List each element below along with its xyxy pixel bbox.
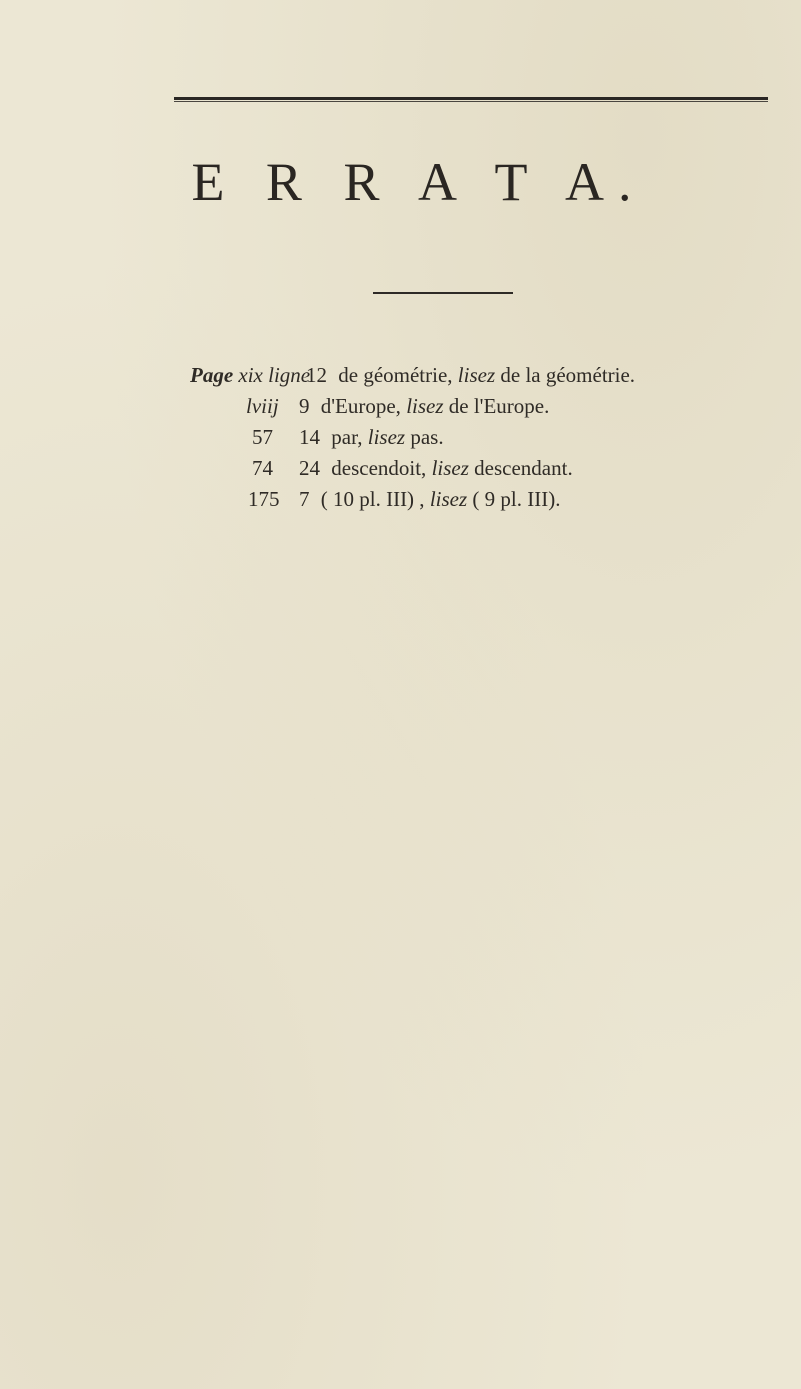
errata-list [190,360,766,515]
lisez-word: lisez [457,363,496,387]
errata-row [196,391,766,422]
correction-text [299,422,444,453]
page-number: 74 [252,456,273,480]
lisez-word: lisez [431,456,469,480]
line-number: 14 [299,425,320,449]
correction-text [299,484,560,515]
line-number: 12 [306,363,327,387]
page-number: lviij [246,394,279,418]
line-number: 7 [299,487,310,511]
page-word: Page [190,363,234,387]
page-number: 57 [252,425,273,449]
right-text: descendant. [474,456,573,480]
line-number: 9 [299,394,310,418]
wrong-text: descendoit, [331,456,427,480]
correction-text [299,453,573,484]
errata-row [190,360,766,391]
correction-text [306,360,635,391]
top-rule-thick [174,97,768,100]
title-underline-rule [373,292,513,294]
line-number: 24 [299,456,320,480]
correction-text [299,391,549,422]
line-word: ligne [268,363,311,387]
lisez-word: lisez [367,425,406,449]
errata-row [196,422,766,453]
top-rule-thin [174,101,768,102]
right-text: de l'Europe. [448,394,550,418]
page-number: xix [238,363,263,387]
errata-title: E R R A T A. [191,152,646,212]
page-number: 175 [248,487,280,511]
wrong-text: par, [331,425,363,449]
wrong-text: de géométrie, [338,363,453,387]
errata-row [196,484,766,515]
right-text: pas. [410,425,444,449]
lisez-word: lisez [429,487,468,511]
wrong-text: d'Europe, [320,394,401,418]
right-text: de la géométrie. [500,363,636,387]
lisez-word: lisez [406,394,444,418]
errata-row [196,453,766,484]
page-reference [190,360,310,391]
wrong-text: ( 10 pl. III) , [320,487,425,511]
right-text: ( 9 pl. III). [472,487,561,511]
